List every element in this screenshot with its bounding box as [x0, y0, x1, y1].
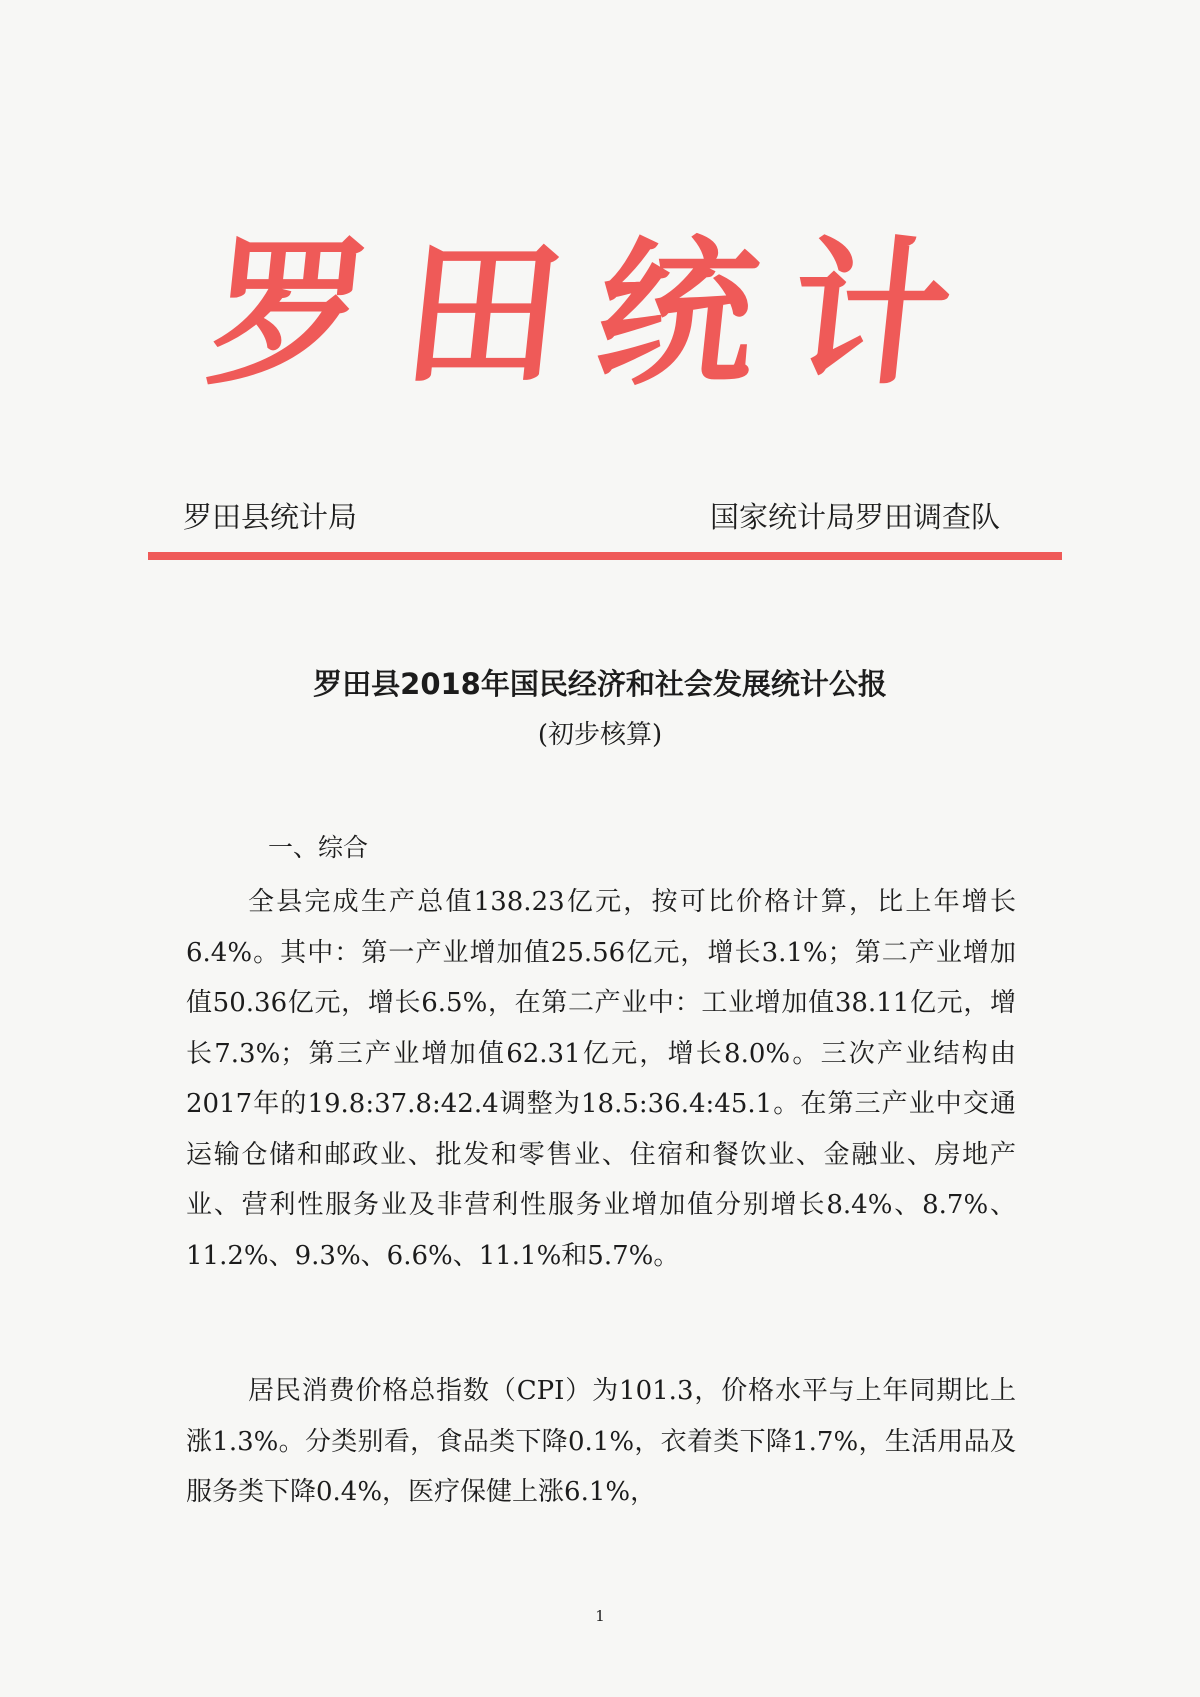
issuer-survey-team: 国家统计局罗田调查队	[709, 500, 1000, 534]
masthead-divider	[148, 552, 1062, 560]
paragraph-cpi: 居民消费价格总指数（CPI）为101.3，价格水平与上年同期比上涨1.3%。分类别看，食品类下降0.1%，衣着类下降1.7%，生活用品及服务类下降0.4%，医疗保健上涨6.1%，	[186, 1376, 1016, 1507]
document-title: 罗田县2018年国民经济和社会发展统计公报	[313, 667, 887, 701]
issuer-statistics-bureau: 罗田县统计局	[183, 500, 358, 534]
page-number: 1	[595, 1607, 605, 1625]
paragraph-gdp: 全县完成生产总值138.23亿元，按可比价格计算，比上年增长6.4%。其中：第一产业增加值25.56亿元，增长3.1%；第二产业增加值50.36亿元，增长6.5%，在第二产业中：工业增加值38.11亿元，增长7.3%；第三产业增加值62.31亿元，增长8.0%。三次产业结构由2017年的19.8:37.8:42.4调整为18.5:36.4:45.1。在第三产业中交通运输仓储和邮政业、批发和零售业、住宿和餐饮业、金融业、房地产业、营利性服务业及非营利性服务业增加值分别增长8.4%、8.7%、11.2%、9.3%、6.6%、11.1%和5.7%。	[186, 887, 1016, 1271]
masthead-title: 罗田统计	[200, 222, 996, 407]
document-subtitle: (初步核算)	[537, 720, 663, 750]
section-heading: 一、综合	[268, 833, 369, 862]
